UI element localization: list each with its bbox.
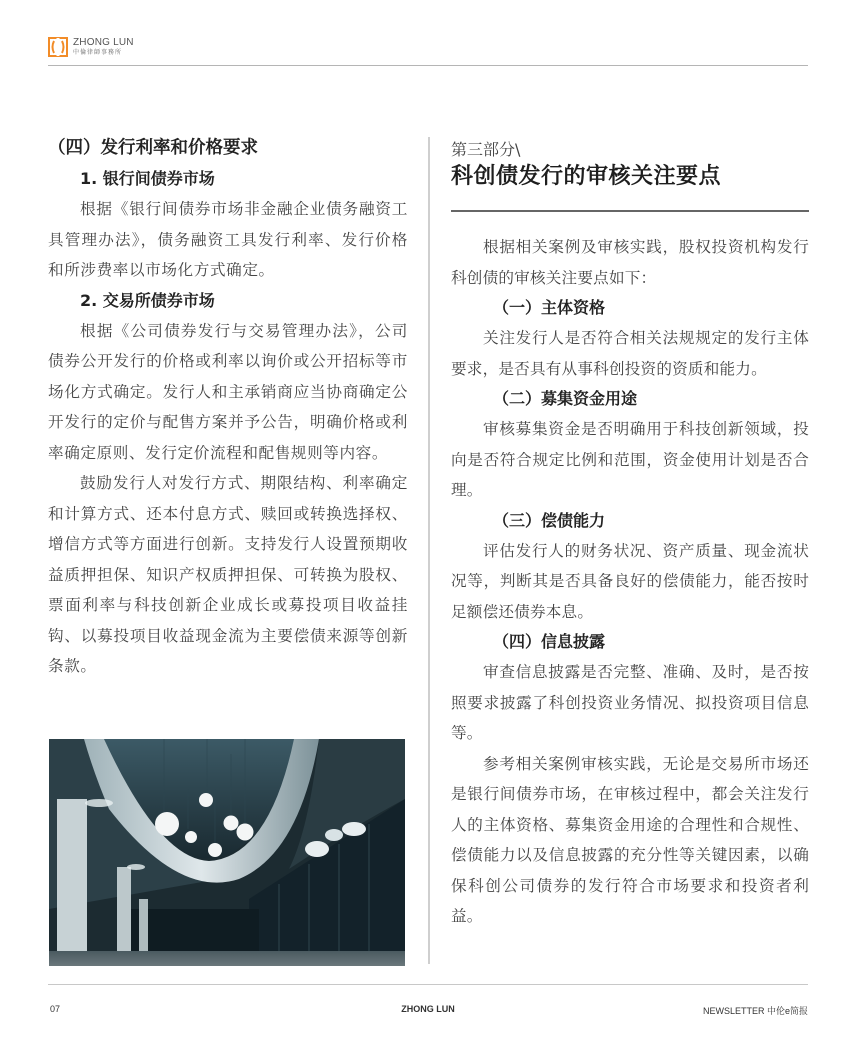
title-divider — [451, 210, 809, 212]
column-divider — [428, 137, 430, 964]
footer-divider — [48, 984, 808, 985]
item-heading: （三）偿债能力 — [493, 510, 606, 530]
part-label: 第三部分\ — [451, 140, 521, 159]
item-heading: （四）信息披露 — [493, 632, 606, 651]
page-header — [48, 34, 134, 60]
item-heading: （一）主体资格 — [493, 298, 606, 317]
paragraph: 根据《公司债券发行与交易管理办法》，公司债券公开发行的价格或利率以询价或公开招标等市场化方式确定。发行人和主承销商应当协商确定公开发行的定价与配售方案并予公告，明确价格或利率确定原则、发行定价流程和配售规则等内容。 — [48, 321, 408, 462]
item-heading: （二）募集资金用途 — [493, 389, 638, 408]
item-paragraph: 评估发行人的财务状况、资产质量、现金流状况等，判断其是否具备良好的偿债能力，能否按时足额偿还债券本息。 — [451, 541, 809, 621]
footer-brand: ZHONG LUN — [401, 1004, 455, 1014]
item-paragraph: 关注发行人是否符合相关法规规定的发行主体要求，是否具有从事科创投资的资质和能力。 — [451, 329, 809, 378]
logo-english: ZHONG LUN — [73, 37, 134, 48]
newsletter-label: NEWSLETTER 中伦e简报 — [702, 1006, 808, 1016]
subsection-heading: 1. 银行间债券市场 — [80, 169, 215, 188]
subsection-heading: 2. 交易所债券市场 — [80, 290, 215, 310]
paragraph: 鼓励发行人对发行方式、期限结构、利率确定和计算方式、还本付息方式、赎回或转换选择权、增信方式等方面进行创新。支持发行人设置预期收益质押担保、知识产权质押担保、可转换为股权、票面利率与科技创新企业成长或募投项目收益挂钩、以募投项目收益现金流为主要偿债来源等创新条款。 — [48, 474, 408, 675]
paragraph: 根据《银行间债券市场非金融企业债务融资工具管理办法》，债务融资工具发行利率、发行价格和所涉费率以市场化方式确定。 — [48, 200, 408, 279]
item-paragraph: 审核募集资金是否明确用于科技创新领域，投向是否符合规定比例和范围，资金使用计划是否合理。 — [451, 420, 809, 499]
conclusion-paragraph: 参考相关案例审核实践，无论是交易所市场还是银行间债券市场，在审核过程中，都会关注发行人的主体资格、募集资金用途的合理性和合规性、偿债能力以及信息披露的充分性等关键因素，以确保科创公司债券的发行符合市场要求和投资者利益。 — [451, 754, 809, 925]
part-title: 科创债发行的审核关注要点 — [451, 164, 722, 189]
right-column — [451, 140, 809, 932]
left-column — [48, 132, 408, 682]
header-divider — [48, 65, 808, 66]
section-heading: （四）发行利率和价格要求 — [48, 138, 258, 158]
intro-paragraph: 根据相关案例及审核实践，股权投资机构发行科创债的审核关注要点如下： — [451, 238, 809, 287]
page-footer — [48, 1004, 808, 1018]
item-paragraph: 审查信息披露是否完整、准确、及时，是否按照要求披露了科创投资业务情况、拟投资项目信息等。 — [451, 663, 809, 742]
page-number: 07 — [50, 1004, 61, 1014]
zhonglun-logo-icon — [48, 37, 68, 57]
architecture-photo — [49, 739, 405, 966]
logo-chinese: 中倫律師事務所 — [73, 49, 123, 56]
